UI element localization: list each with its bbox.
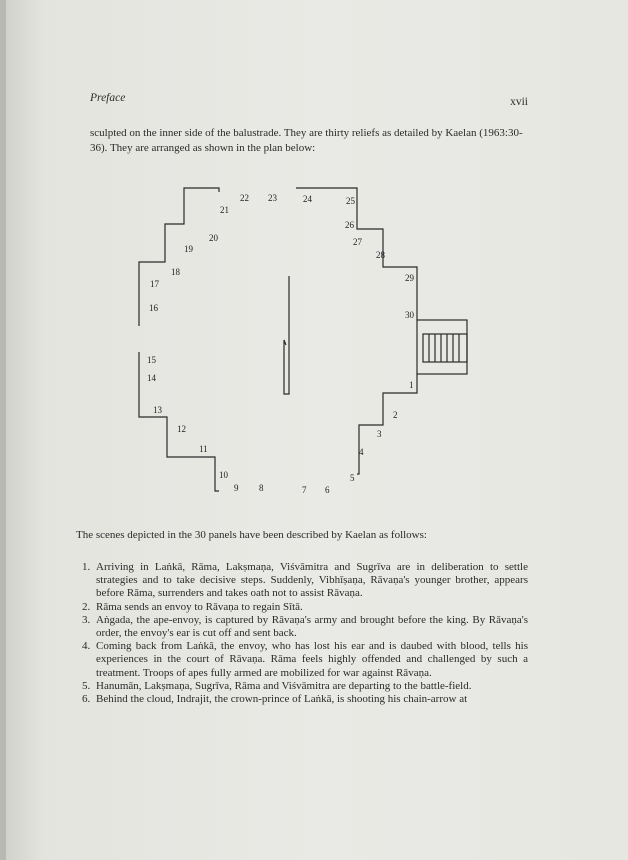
plan-label-29: 29 <box>405 273 414 283</box>
plan-wall-right-upper <box>296 188 417 320</box>
list-item-number: 4. <box>82 640 91 653</box>
book-page <box>6 0 628 860</box>
plan-stairs <box>417 320 467 374</box>
page-number: xvii <box>510 96 528 108</box>
list-item-number: 2. <box>82 600 91 613</box>
plan-label-7: 7 <box>302 485 307 495</box>
plan-label-17: 17 <box>150 279 159 289</box>
plan-centre-mark <box>284 276 289 394</box>
list-item-number: 1. <box>82 561 91 573</box>
plan-label-2: 2 <box>393 410 398 420</box>
plan-label-10: 10 <box>219 470 228 480</box>
plan-label-14: 14 <box>147 373 156 383</box>
plan-label-26: 26 <box>345 220 354 230</box>
intro-paragraph: sculpted on the inner side of the balustrade. They are thirty reliefs as detailed by Kaelan (1963:30-36). They are arranged as shown in the plan below: <box>90 127 523 154</box>
list-item <box>72 601 528 614</box>
plan-label-11: 11 <box>199 444 208 454</box>
plan-labels <box>147 193 415 495</box>
plan-label-30: 30 <box>405 310 414 320</box>
relief-panel-plan <box>126 180 486 510</box>
plan-label-25: 25 <box>346 196 355 206</box>
list-item <box>72 561 528 601</box>
list-item-text: Behind the cloud, Indrajit, the crown-prince of Laṅkā, is shooting his chain-arrow at <box>96 693 468 706</box>
plan-label-1: 1 <box>409 380 414 390</box>
list-item-text: Rāma sends an envoy to Rāvaṇa to regain Sītā. <box>96 600 303 613</box>
plan-label-19: 19 <box>184 244 193 254</box>
running-head: Preface <box>90 92 126 104</box>
list-item <box>72 680 528 693</box>
plan-label-4: 4 <box>359 447 364 457</box>
list-item-number: 3. <box>82 613 91 626</box>
plan-wall-right-lower <box>357 374 417 474</box>
plan-label-18: 18 <box>171 267 180 277</box>
list-item <box>72 693 528 706</box>
plan-label-20: 20 <box>209 233 218 243</box>
list-item-text: Arriving in Laṅkā, Rāma, Lakṣmaṇa, Viśvāmitra and Sugrīva are in deliberation to settle strategies and to take decisive steps. Suddenly, Vibhīṣaṇa, Rāvaṇa's younger brother, appears before Rāma, surrenders and takes oath not to assist Rāvaṇa. <box>96 561 528 600</box>
list-item-text: Aṅgada, the ape-envoy, is captured by Rāvaṇa's army and brought before the king. By Rāvaṇa's order, the envoy's ear is cut off and sent back. <box>96 613 528 640</box>
plan-label-3: 3 <box>377 429 382 439</box>
plan-label-22: 22 <box>240 193 249 203</box>
plan-label-23: 23 <box>268 193 277 203</box>
scene-list <box>72 561 528 706</box>
plan-label-12: 12 <box>177 424 186 434</box>
list-item-number: 6. <box>82 693 91 706</box>
list-item <box>72 640 528 680</box>
plan-label-15: 15 <box>147 355 156 365</box>
plan-label-8: 8 <box>259 483 264 493</box>
list-item-text: Hanumān, Lakṣmaṇa, Sugrīva, Rāma and Viśvāmitra are departing to the battle-field. <box>96 679 472 692</box>
plan-label-6: 6 <box>325 485 330 495</box>
list-item <box>72 614 528 640</box>
plan-label-27: 27 <box>353 237 362 247</box>
list-item-text: Coming back from Laṅkā, the envoy, who has lost his ear and is daubed with blood, tells his experiences in the court of Rāvaṇa. Rāma feels highly offended and challenged by such a treatment. Troops of apes fully armed are mobilized for war against Rāvaṇa. <box>96 640 528 679</box>
scenes-intro: The scenes depicted in the 30 panels have been described by Kaelan as follows: <box>76 529 427 541</box>
plan-label-16: 16 <box>149 303 158 313</box>
plan-label-28: 28 <box>376 250 385 260</box>
plan-label-24: 24 <box>303 194 312 204</box>
plan-label-13: 13 <box>153 405 162 415</box>
list-item-number: 5. <box>82 679 91 692</box>
plan-label-21: 21 <box>220 205 229 215</box>
plan-label-9: 9 <box>234 483 239 493</box>
plan-label-5: 5 <box>350 473 355 483</box>
